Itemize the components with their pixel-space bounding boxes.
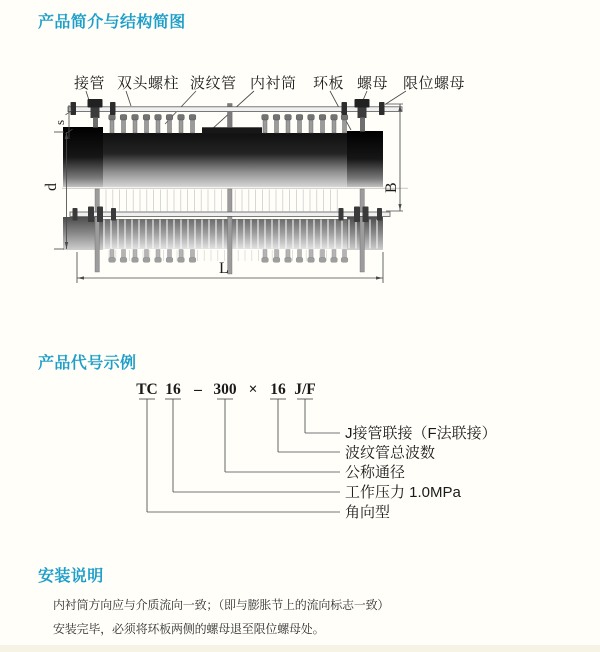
fin-stem-lower [343,250,347,259]
code-token-type: TC [136,381,158,398]
fin-stem [332,119,336,133]
code-tokens [136,381,316,398]
fin-stem [145,119,149,133]
fin-cap-lower [120,258,127,263]
inner-liner-collar [202,127,262,133]
code-token-pressure: 16 [165,381,181,398]
footer-strip [0,645,600,652]
structure-diagram [43,74,465,283]
fin-stem [286,119,290,133]
install-instruction-line2: 安装完毕，必须将环板两侧的螺母退至限位螺母处。 [53,622,325,636]
fin-stem [156,119,160,133]
fin-cap-lower [262,258,269,263]
fin-cap [120,115,127,121]
fin-stem-lower [298,250,302,259]
dim-label-s: s [52,119,67,125]
fin-stem-lower [168,250,172,259]
fin-stem-lower [156,250,160,259]
fin-cap-lower [273,258,280,263]
tie-rod-top [68,107,402,112]
fin-stem-lower [122,250,126,259]
bellows-body [100,133,350,187]
part-label-jieguan: 接管 [74,75,106,92]
fin-cap [262,115,269,121]
intro-section-title: 产品简介与结构简图 [38,14,186,31]
code-token-dash: – [194,381,202,398]
code-example-diagram [136,381,496,521]
fin-cap-lower [155,258,162,263]
explanation-pressure: 工作压力 1.0MPa [345,484,461,501]
fin-cap-lower [285,258,292,263]
fin-cap-lower [296,258,303,263]
fin-cap [341,115,348,121]
part-label-xianwei-luomu: 限位螺母 [403,75,466,92]
fin-stem [309,119,313,133]
bellows-body-lower [100,219,350,249]
part-label-luozhu: 双头螺柱 [117,75,180,92]
code-section-title: 产品代号示例 [38,355,137,372]
explanation-diameter: 公称通径 [345,464,406,481]
fin-stem [133,119,137,133]
dimension-B [383,104,403,211]
fin-cap [285,115,292,121]
dim-label-L: L [219,260,229,277]
fin-cap-lower [331,258,338,263]
right-ring-plate [347,131,383,187]
fin-stem-lower [286,250,290,259]
fin-stem [298,119,302,133]
fin-cap [296,115,303,121]
fin-cap [273,115,280,121]
fin-stem [179,119,183,133]
fin-stem-lower [321,250,325,259]
code-explanations [345,425,497,521]
fin-stem [263,119,267,133]
fin-stem [110,119,114,133]
fin-cap [109,115,116,121]
fin-stem-lower [263,250,267,259]
fin-stem-lower [332,250,336,259]
part-label-neichentong: 内衬筒 [250,75,297,92]
fin-cap [308,115,315,121]
fin-cap-lower [143,258,150,263]
fin-cap-lower [319,258,326,263]
fin-stem-lower [309,250,313,259]
code-token-diameter: 300 [213,381,237,398]
explanation-waves: 波纹管总波数 [345,444,436,462]
projection-lines-top [106,190,337,212]
part-label-luomu: 螺母 [357,75,389,92]
fin-stem [343,119,347,133]
fin-cap [331,115,338,121]
fin-stem [168,119,172,133]
fin-stem [275,119,279,133]
fin-cap [189,115,196,121]
fin-cap-lower [109,258,116,263]
explanation-connection: J接管联接（F法联接） [345,425,497,442]
install-section-title: 安装说明 [38,568,104,585]
fin-stem-lower [179,250,183,259]
fin-stem [321,119,325,133]
code-token-waves: 16 [270,381,286,398]
fin-stem [122,119,126,133]
fin-cap-lower [189,258,196,263]
fin-cap-lower [166,258,173,263]
install-instruction-line1: 内衬筒方向应与介质流向一致；（即与膨胀节上的流向标志一致） [53,598,390,612]
code-token-times: × [248,381,258,398]
fin-stem-lower [110,250,114,259]
fin-cap-lower [132,258,139,263]
fin-stem-lower [145,250,149,259]
fin-cap [155,115,162,121]
part-label-bowenguan: 波纹管 [190,75,237,92]
fin-cap-lower [308,258,315,263]
fin-cap [132,115,139,121]
fin-cap-lower [341,258,348,263]
fin-stem-lower [275,250,279,259]
dim-label-d: d [43,183,60,191]
code-callout-lines [139,399,340,512]
fin-stem-lower [191,250,195,259]
part-labels [74,74,465,92]
fin-cap [319,115,326,121]
explanation-type: 角向型 [345,504,391,521]
fin-cap [166,115,173,121]
fin-cap [178,115,185,121]
part-label-huanban: 环板 [313,75,345,92]
fin-cap [143,115,150,121]
dim-label-B: B [383,182,400,193]
fin-cap-lower [178,258,185,263]
code-token-connection: J/F [294,381,316,398]
fin-stem-lower [133,250,137,259]
fin-stem [191,119,195,133]
